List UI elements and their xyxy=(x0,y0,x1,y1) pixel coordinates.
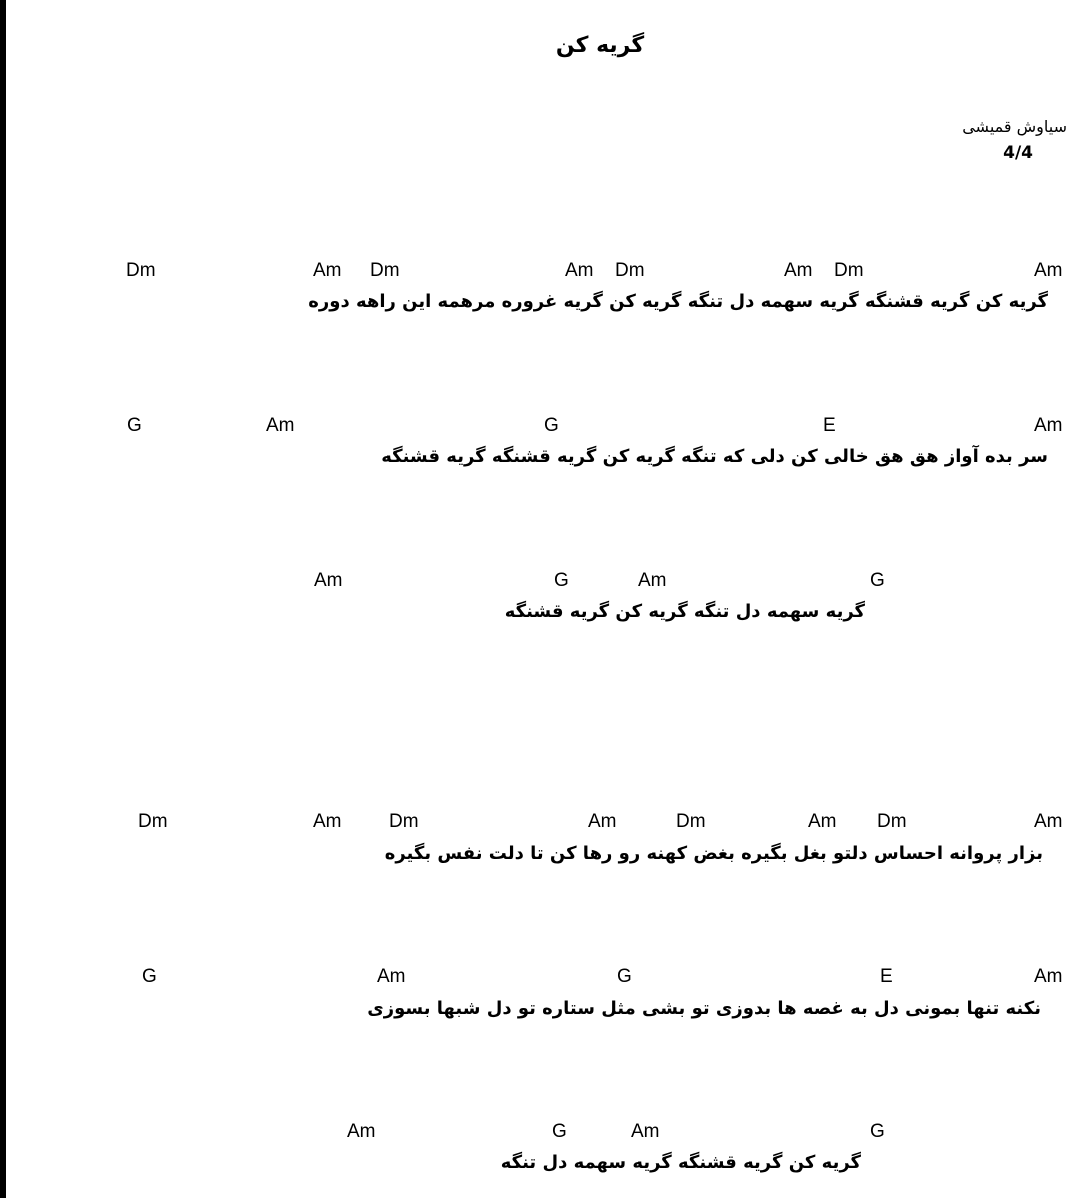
left-border xyxy=(0,0,6,1198)
chord: G xyxy=(127,415,142,436)
lyric-line: گریه کن گریه قشنگه گریه سهمه دل تنگه گریه کن گریه غروره مرهمه این راهه دوره xyxy=(308,291,1048,312)
chord: Am xyxy=(631,1121,660,1142)
chord: Dm xyxy=(126,260,156,281)
chord: Am xyxy=(638,570,667,591)
lyric-line: گریه سهمه دل تنگه گریه کن گریه قشنگه xyxy=(504,601,865,622)
chord: Dm xyxy=(370,260,400,281)
time-signature: 4/4 xyxy=(1003,143,1033,163)
chord: E xyxy=(880,966,893,987)
chord: Dm xyxy=(676,811,706,832)
chord: Dm xyxy=(389,811,419,832)
chord: Am xyxy=(1034,260,1063,281)
chord: Am xyxy=(314,570,343,591)
chord: Dm xyxy=(834,260,864,281)
song-title: گریه کن xyxy=(555,33,645,58)
chord: Am xyxy=(266,415,295,436)
chord: G xyxy=(617,966,632,987)
chord: G xyxy=(552,1121,567,1142)
chord: Dm xyxy=(615,260,645,281)
chord: G xyxy=(544,415,559,436)
chord: G xyxy=(142,966,157,987)
chord: Am xyxy=(313,811,342,832)
chord: Am xyxy=(1034,811,1063,832)
chord: Am xyxy=(1034,966,1063,987)
chord: Am xyxy=(377,966,406,987)
chord: Am xyxy=(784,260,813,281)
chord: G xyxy=(554,570,569,591)
chord: Am xyxy=(565,260,594,281)
chord: Dm xyxy=(138,811,168,832)
chord: G xyxy=(870,570,885,591)
lyric-line: گریه کن گریه قشنگه گریه سهمه دل تنگه xyxy=(500,1152,861,1173)
chord: G xyxy=(870,1121,885,1142)
chord: Am xyxy=(313,260,342,281)
chord: Am xyxy=(1034,415,1063,436)
chord: Dm xyxy=(877,811,907,832)
chord: Am xyxy=(588,811,617,832)
lyric-line: سر بده آواز هق هق خالی کن دلی که تنگه گریه کن گریه قشنگه گریه قشنگه xyxy=(381,446,1048,467)
chord: Am xyxy=(347,1121,376,1142)
chord: E xyxy=(823,415,836,436)
lyric-line: بزار پروانه احساس دلتو بغل بگیره بغض کهنه رو رها کن تا دلت نفس بگیره xyxy=(384,843,1043,864)
chord: Am xyxy=(808,811,837,832)
artist-name: سیاوش قمیشی xyxy=(962,117,1067,136)
lyric-line: نکنه تنها بمونی دل به غصه ها بدوزی تو بشی مثل ستاره تو دل شبها بسوزی xyxy=(367,998,1041,1019)
